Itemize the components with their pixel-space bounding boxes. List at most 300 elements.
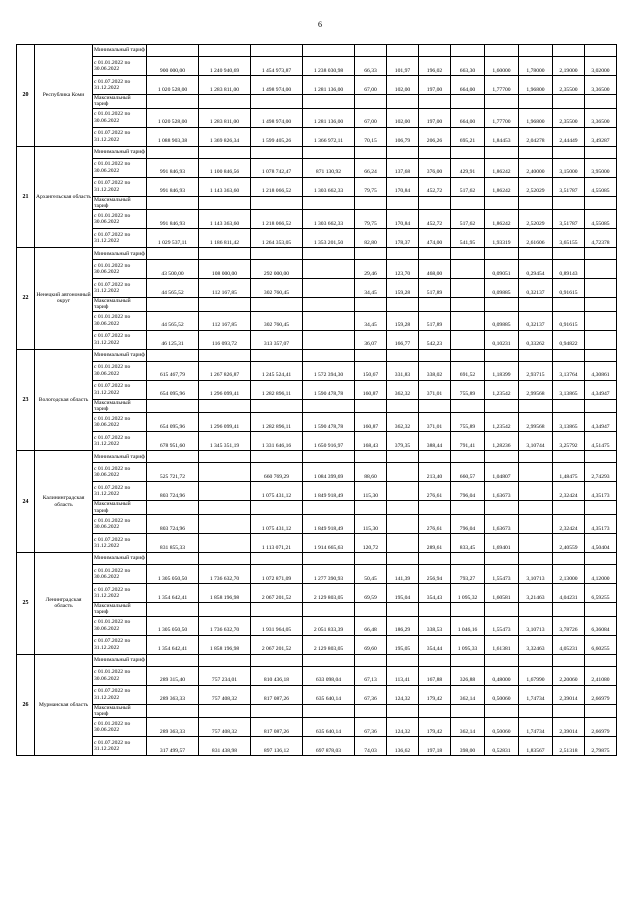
empty-cell (355, 399, 387, 413)
value-cell: 0,94822 (553, 330, 585, 349)
value-cell: 3,10713 (519, 564, 553, 583)
empty-cell (199, 95, 251, 109)
empty-cell (585, 704, 617, 718)
value-cell: 1 498 974,00 (251, 76, 303, 95)
value-cell: 635 640,14 (303, 685, 355, 704)
value-cell: 3,65155 (553, 229, 585, 248)
empty-cell (485, 95, 519, 109)
empty-cell (387, 95, 419, 109)
table-row (17, 413, 617, 432)
empty-cell (387, 602, 419, 616)
value-cell: 1 143 363,60 (199, 210, 251, 229)
empty-cell (519, 399, 553, 413)
value-cell: 1 303 662,33 (303, 210, 355, 229)
value-cell: 2,99568 (519, 413, 553, 432)
value-cell: 106,79 (387, 127, 419, 146)
value-cell (519, 533, 553, 552)
value-cell: 3,10744 (519, 432, 553, 451)
value-cell: 3,51787 (553, 210, 585, 229)
empty-cell (519, 602, 553, 616)
empty-cell (303, 45, 355, 57)
value-cell: 4,04231 (553, 583, 585, 602)
period-cell: с 01.07.2022 по 31.12.2022 (93, 229, 147, 248)
empty-cell (147, 45, 199, 57)
tariff-label-row (17, 552, 617, 564)
value-cell: 362,32 (387, 380, 419, 399)
value-cell: 354,44 (419, 635, 451, 654)
table-row (17, 514, 617, 533)
period-cell: с 01.07.2022 по 31.12.2022 (93, 482, 147, 501)
empty-cell (147, 399, 199, 413)
table-row (17, 564, 617, 583)
value-cell: 1 736 632,70 (199, 564, 251, 583)
value-cell: 2 051 833,39 (303, 616, 355, 635)
empty-cell (355, 654, 387, 666)
value-cell: 2,44449 (553, 127, 585, 146)
value-cell: 3,21463 (519, 583, 553, 602)
value-cell: 796,04 (451, 514, 485, 533)
empty-cell (419, 196, 451, 210)
empty-cell (355, 501, 387, 515)
period-cell: с 01.01.2022 по 30.06.2022 (93, 311, 147, 330)
empty-cell (451, 196, 485, 210)
value-cell: 0,48000 (485, 666, 519, 685)
value-cell (451, 330, 485, 349)
value-cell: 1 282 896,11 (251, 380, 303, 399)
empty-cell (485, 349, 519, 361)
value-cell: 3,49287 (585, 127, 617, 146)
value-cell: 0,09885 (485, 279, 519, 298)
value-cell: 452,72 (419, 177, 451, 196)
table-row (17, 463, 617, 482)
value-cell: 691,52 (451, 361, 485, 380)
tariff-type-label: Минимальный тариф (93, 654, 147, 666)
value-cell: 542,23 (419, 330, 451, 349)
value-cell: 34,45 (355, 279, 387, 298)
value-cell: 4,34947 (585, 380, 617, 399)
value-cell: 123,70 (387, 260, 419, 279)
value-cell: 525 721,72 (147, 463, 199, 482)
period-cell: с 01.01.2022 по 30.06.2022 (93, 158, 147, 177)
value-cell: 196,02 (419, 57, 451, 76)
value-cell: 2,39014 (553, 685, 585, 704)
value-cell: 1 931 964,05 (251, 616, 303, 635)
value-cell: 1 849 918,49 (303, 514, 355, 533)
value-cell: 195,05 (387, 635, 419, 654)
page-number: 6 (318, 20, 322, 29)
empty-cell (419, 95, 451, 109)
empty-cell (519, 298, 553, 312)
value-cell: 2,40000 (519, 158, 553, 177)
empty-cell (485, 704, 519, 718)
value-cell: 1 281 136,00 (303, 108, 355, 127)
tariff-table (16, 44, 617, 756)
value-cell: 197,00 (419, 76, 451, 95)
value-cell: 115,30 (355, 514, 387, 533)
value-cell: 0,50060 (485, 685, 519, 704)
value-cell: 137,68 (387, 158, 419, 177)
value-cell (303, 330, 355, 349)
value-cell: 6,60255 (585, 635, 617, 654)
table-row (17, 210, 617, 229)
value-cell: 664,00 (451, 108, 485, 127)
value-cell: 1,74734 (519, 718, 553, 737)
empty-cell (451, 654, 485, 666)
empty-cell (147, 552, 199, 564)
value-cell (387, 514, 419, 533)
value-cell: 4,12000 (585, 564, 617, 583)
value-cell: 803 724,96 (147, 514, 199, 533)
value-cell: 371,01 (419, 413, 451, 432)
tariff-type-label: Максимальный тариф (93, 95, 147, 109)
value-cell: 36,07 (355, 330, 387, 349)
value-cell: 1 072 871,09 (251, 564, 303, 583)
value-cell (387, 463, 419, 482)
empty-cell (585, 399, 617, 413)
value-cell: 991 846,93 (147, 158, 199, 177)
tariff-label-row (17, 95, 617, 109)
empty-cell (355, 95, 387, 109)
empty-cell (199, 451, 251, 463)
empty-cell (585, 298, 617, 312)
empty-cell (147, 654, 199, 666)
value-cell: 197,00 (419, 108, 451, 127)
value-cell: 213,40 (419, 463, 451, 482)
value-cell: 2,99568 (519, 380, 553, 399)
empty-cell (147, 451, 199, 463)
value-cell: 1 277 390,93 (303, 564, 355, 583)
empty-cell (553, 298, 585, 312)
empty-cell (303, 399, 355, 413)
value-cell: 1 095,32 (451, 583, 485, 602)
value-cell: 791,41 (451, 432, 485, 451)
value-cell: 474,00 (419, 229, 451, 248)
value-cell: 170,84 (387, 210, 419, 229)
tariff-label-row (17, 298, 617, 312)
value-cell: 796,04 (451, 482, 485, 501)
value-cell: 1,55473 (485, 564, 519, 583)
empty-cell (519, 654, 553, 666)
value-cell: 371,01 (419, 380, 451, 399)
value-cell: 517,89 (419, 311, 451, 330)
value-cell: 289 363,33 (147, 685, 199, 704)
value-cell: 197,18 (419, 737, 451, 756)
tariff-label-row (17, 399, 617, 413)
value-cell: 900 000,00 (147, 57, 199, 76)
empty-cell (303, 95, 355, 109)
table-row (17, 76, 617, 95)
table-row (17, 311, 617, 330)
value-cell: 354,43 (419, 583, 451, 602)
value-cell: 2,51318 (553, 737, 585, 756)
empty-cell (585, 45, 617, 57)
value-cell: 46 125,31 (147, 330, 199, 349)
value-cell: 991 846,93 (147, 177, 199, 196)
value-cell: 66,24 (355, 158, 387, 177)
period-cell: с 01.01.2022 по 30.06.2022 (93, 108, 147, 127)
period-cell: с 01.01.2022 по 30.06.2022 (93, 57, 147, 76)
region-number: 23 (17, 349, 35, 451)
period-cell: с 01.07.2022 по 31.12.2022 (93, 279, 147, 298)
empty-cell (553, 552, 585, 564)
value-cell: 362,32 (387, 413, 419, 432)
empty-cell (451, 45, 485, 57)
period-cell: с 01.07.2022 по 31.12.2022 (93, 76, 147, 95)
value-cell: 1 238 030,98 (303, 57, 355, 76)
empty-cell (251, 146, 303, 158)
value-cell: 69,59 (355, 583, 387, 602)
empty-cell (303, 552, 355, 564)
empty-cell (519, 552, 553, 564)
value-cell: 1 075 431,12 (251, 514, 303, 533)
region-number: 25 (17, 552, 35, 654)
value-cell: 1,77700 (485, 108, 519, 127)
value-cell: 69,60 (355, 635, 387, 654)
tariff-type-label: Максимальный тариф (93, 196, 147, 210)
region-name: Вологодская область (35, 349, 93, 451)
region-number: 24 (17, 451, 35, 553)
value-cell: 3,13764 (553, 361, 585, 380)
empty-cell (199, 654, 251, 666)
table-row (17, 158, 617, 177)
value-cell (199, 482, 251, 501)
value-cell: 4,51475 (585, 432, 617, 451)
value-cell (451, 260, 485, 279)
value-cell: 2 129 803,05 (303, 635, 355, 654)
empty-cell (451, 552, 485, 564)
table-row (17, 260, 617, 279)
tariff-type-label: Минимальный тариф (93, 552, 147, 564)
value-cell: 0,52831 (485, 737, 519, 756)
value-cell: 124,32 (387, 718, 419, 737)
value-cell: 695,21 (451, 127, 485, 146)
value-cell: 112 167,85 (199, 311, 251, 330)
period-cell: с 01.07.2022 по 31.12.2022 (93, 685, 147, 704)
empty-cell (519, 704, 553, 718)
value-cell: 6,59255 (585, 583, 617, 602)
value-cell: 302 760,45 (251, 311, 303, 330)
empty-cell (251, 349, 303, 361)
empty-cell (251, 451, 303, 463)
empty-cell (387, 399, 419, 413)
period-cell: с 01.07.2022 по 31.12.2022 (93, 380, 147, 399)
value-cell: 1,63673 (485, 514, 519, 533)
value-cell: 379,35 (387, 432, 419, 451)
value-cell: 88,60 (355, 463, 387, 482)
empty-cell (419, 602, 451, 616)
empty-cell (485, 552, 519, 564)
value-cell: 517,62 (451, 177, 485, 196)
empty-cell (251, 298, 303, 312)
empty-cell (585, 552, 617, 564)
tariff-label-row (17, 704, 617, 718)
value-cell: 1 245 524,41 (251, 361, 303, 380)
empty-cell (355, 146, 387, 158)
value-cell: 112 167,85 (199, 279, 251, 298)
empty-cell (251, 602, 303, 616)
value-cell (387, 533, 419, 552)
value-cell: 1 454 973,87 (251, 57, 303, 76)
region-number: 21 (17, 146, 35, 248)
value-cell (387, 482, 419, 501)
table-row (17, 361, 617, 380)
empty-cell (355, 45, 387, 57)
value-cell: 1 029 537,11 (147, 229, 199, 248)
empty-cell (199, 196, 251, 210)
period-cell: с 01.01.2022 по 30.06.2022 (93, 718, 147, 737)
value-cell: 4,55085 (585, 177, 617, 196)
value-cell: 4,05231 (553, 635, 585, 654)
table-row (17, 718, 617, 737)
value-cell: 429,91 (451, 158, 485, 177)
value-cell (199, 533, 251, 552)
empty-cell (553, 704, 585, 718)
value-cell: 0,29454 (519, 260, 553, 279)
value-cell: 833,45 (451, 533, 485, 552)
tariff-type-label: Максимальный тариф (93, 298, 147, 312)
value-cell: 1,93319 (485, 229, 519, 248)
value-cell: 3,51787 (553, 177, 585, 196)
value-cell: 793,27 (451, 564, 485, 583)
region-name: Республика Коми (35, 45, 93, 147)
value-cell: 292 000,00 (251, 260, 303, 279)
value-cell: 1 572 394,30 (303, 361, 355, 380)
table-row (17, 616, 617, 635)
empty-cell (451, 704, 485, 718)
value-cell: 67,13 (355, 666, 387, 685)
value-cell: 0,33262 (519, 330, 553, 349)
empty-cell (303, 501, 355, 515)
value-cell: 2,35500 (553, 76, 585, 95)
value-cell: 654 095,96 (147, 413, 199, 432)
empty-cell (553, 196, 585, 210)
empty-cell (485, 196, 519, 210)
value-cell: 1,60581 (485, 583, 519, 602)
empty-cell (303, 654, 355, 666)
value-cell: 2 067 201,52 (251, 635, 303, 654)
value-cell: 331,83 (387, 361, 419, 380)
value-cell: 0,91615 (553, 279, 585, 298)
value-cell: 67,36 (355, 685, 387, 704)
empty-cell (451, 298, 485, 312)
region-name: Архангельская область (35, 146, 93, 248)
value-cell: 1,63673 (485, 482, 519, 501)
tariff-type-label: Максимальный тариф (93, 501, 147, 515)
value-cell: 206,26 (419, 127, 451, 146)
value-cell: 817 087,26 (251, 685, 303, 704)
value-cell: 1 303 662,33 (303, 177, 355, 196)
value-cell: 113,41 (387, 666, 419, 685)
value-cell: 1,83567 (519, 737, 553, 756)
empty-cell (199, 704, 251, 718)
empty-cell (451, 501, 485, 515)
value-cell: 1 113 071,21 (251, 533, 303, 552)
value-cell: 1,60000 (485, 57, 519, 76)
value-cell: 4,50404 (585, 533, 617, 552)
value-cell: 376,00 (419, 158, 451, 177)
empty-cell (451, 95, 485, 109)
value-cell: 3,02000 (585, 57, 617, 76)
value-cell: 1 283 811,00 (199, 108, 251, 127)
period-cell: с 01.07.2022 по 31.12.2022 (93, 635, 147, 654)
value-cell: 2,61606 (519, 229, 553, 248)
value-cell: 168,43 (355, 432, 387, 451)
tariff-type-label: Минимальный тариф (93, 146, 147, 158)
empty-cell (355, 704, 387, 718)
empty-cell (199, 602, 251, 616)
empty-cell (585, 146, 617, 158)
tariff-label-row (17, 349, 617, 361)
value-cell: 1 143 363,60 (199, 177, 251, 196)
value-cell: 897 136,12 (251, 737, 303, 756)
empty-cell (303, 248, 355, 260)
value-cell (519, 463, 553, 482)
value-cell: 1 020 528,00 (147, 108, 199, 127)
tariff-label-row (17, 602, 617, 616)
value-cell: 2,20060 (553, 666, 585, 685)
empty-cell (485, 298, 519, 312)
empty-cell (387, 349, 419, 361)
value-cell: 1,78000 (519, 57, 553, 76)
value-cell: 1 590 478,78 (303, 380, 355, 399)
table-row (17, 482, 617, 501)
period-cell: с 01.07.2022 по 31.12.2022 (93, 583, 147, 602)
value-cell: 1,23542 (485, 380, 519, 399)
value-cell: 1 095,33 (451, 635, 485, 654)
value-cell: 159,28 (387, 279, 419, 298)
value-cell: 1 240 940,69 (199, 57, 251, 76)
empty-cell (451, 349, 485, 361)
empty-cell (451, 146, 485, 158)
region-number: 22 (17, 248, 35, 350)
tariff-label-row (17, 248, 617, 260)
empty-cell (553, 146, 585, 158)
value-cell: 1 186 811,42 (199, 229, 251, 248)
value-cell: 159,28 (387, 311, 419, 330)
empty-cell (355, 602, 387, 616)
value-cell: 1 858 196,98 (199, 635, 251, 654)
empty-cell (553, 654, 585, 666)
value-cell: 1 281 136,00 (303, 76, 355, 95)
value-cell: 4,35173 (585, 482, 617, 501)
value-cell: 1 088 903,38 (147, 127, 199, 146)
value-cell: 1,77700 (485, 76, 519, 95)
value-cell: 3,78726 (553, 616, 585, 635)
empty-cell (553, 501, 585, 515)
value-cell: 1 736 632,70 (199, 616, 251, 635)
empty-cell (251, 196, 303, 210)
value-cell: 160,87 (355, 413, 387, 432)
tariff-label-row (17, 196, 617, 210)
value-cell: 663,30 (451, 57, 485, 76)
empty-cell (419, 45, 451, 57)
value-cell: 29,46 (355, 260, 387, 279)
value-cell: 4,30861 (585, 361, 617, 380)
value-cell: 6,36084 (585, 616, 617, 635)
value-cell: 803 724,96 (147, 482, 199, 501)
empty-cell (147, 298, 199, 312)
empty-cell (147, 95, 199, 109)
value-cell: 1,61381 (485, 635, 519, 654)
value-cell (585, 279, 617, 298)
value-cell: 1 498 974,00 (251, 108, 303, 127)
value-cell: 2 129 803,05 (303, 583, 355, 602)
empty-cell (387, 501, 419, 515)
empty-cell (485, 146, 519, 158)
empty-cell (355, 248, 387, 260)
value-cell: 1,74734 (519, 685, 553, 704)
empty-cell (147, 146, 199, 158)
